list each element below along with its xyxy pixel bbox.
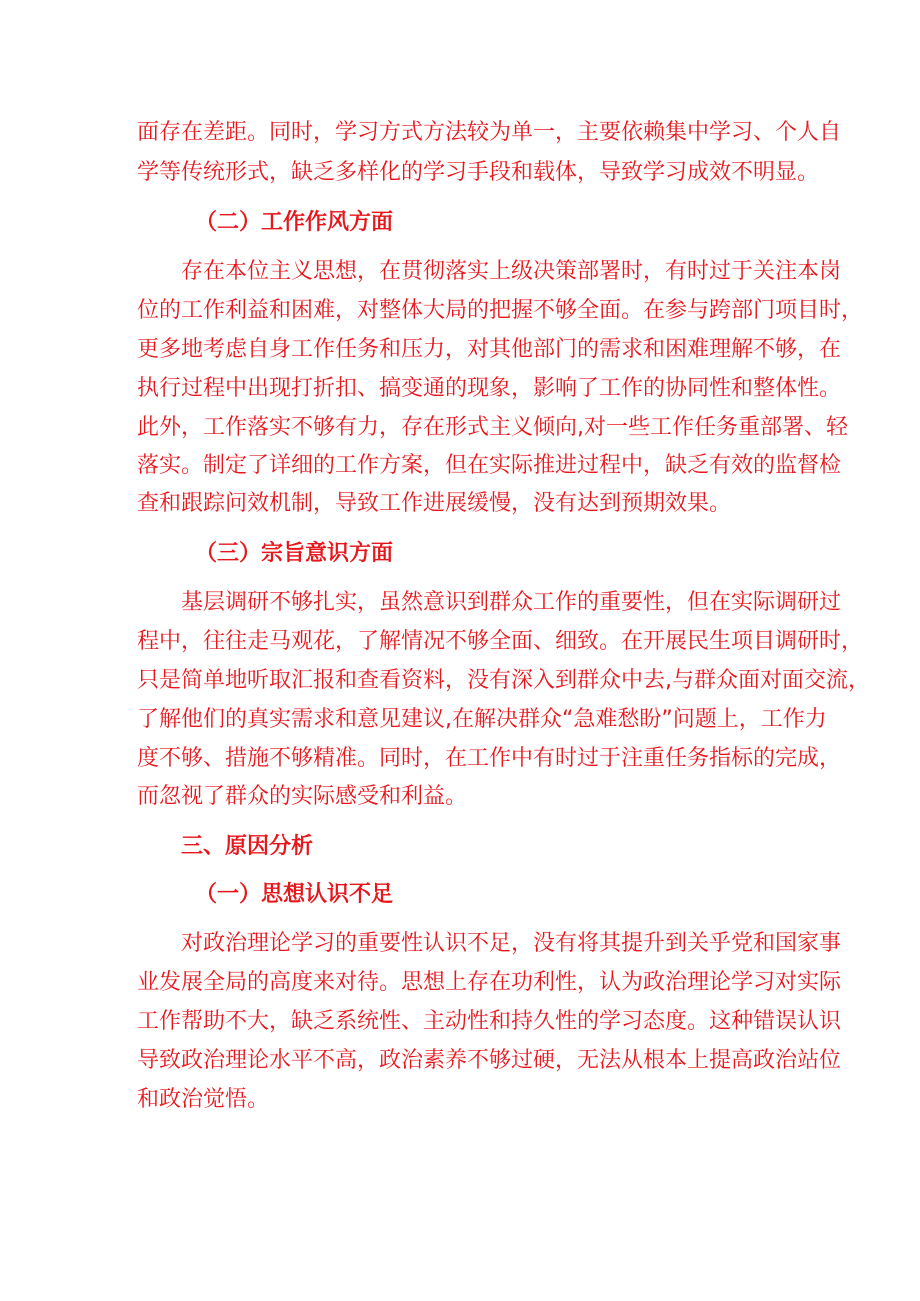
- paragraph-line: 只是简单地听取汇报和查看资料，没有深入到群众中去,与群众面对面交流，: [137, 668, 870, 693]
- paragraph-line: 落实。制定了详细的工作方案，但在实际推进过程中，缺乏有效的监督检: [137, 453, 842, 478]
- paragraph-line: 导致政治理论水平不高，政治素养不够过硬，无法从根本上提高政治站位: [137, 1048, 842, 1073]
- paragraph-line: 面存在差距。同时，学习方式方法较为单一，主要依赖集中学习、个人自: [137, 120, 842, 145]
- paragraph-line: 工作帮助不大，缺乏系统性、主动性和持久性的学习态度。这种错误认识: [137, 1009, 842, 1034]
- paragraph-line: 程中，往往走马观花，了解情况不够全面、细致。在开展民生项目调研时，: [137, 629, 864, 654]
- paragraph-line: 学等传统形式，缺乏多样化的学习手段和载体，导致学习成效不明显。: [137, 160, 820, 185]
- paragraph-line: 了解他们的真实需求和意见建议,在解决群众“急难愁盼”问题上，工作力: [137, 707, 827, 732]
- paragraph-line: 基层调研不够扎实，虽然意识到群众工作的重要性，但在实际调研过: [181, 590, 842, 615]
- paragraph-line: 对政治理论学习的重要性认识不足，没有将其提升到关乎党和国家事: [181, 931, 842, 956]
- paragraph-line: 和政治觉悟。: [137, 1087, 270, 1112]
- paragraph-line: 业发展全局的高度来对待。思想上存在功利性，认为政治理论学习对实际: [137, 970, 842, 995]
- section-heading: （三）宗旨意识方面: [195, 541, 394, 566]
- paragraph-line: 更多地考虑自身工作任务和压力，对其他部门的需求和困难理解不够，在: [137, 337, 842, 362]
- section-heading: （二）工作作风方面: [195, 210, 394, 235]
- paragraph-line: 度不够、措施不够精准。同时，在工作中有时过于注重任务指标的完成，: [137, 746, 842, 771]
- paragraph-line: 而忽视了群众的实际感受和利益。: [137, 784, 468, 809]
- section-heading: 三、原因分析: [181, 834, 314, 859]
- paragraph-line: 查和跟踪问效机制，导致工作进展缓慢，没有达到预期效果。: [137, 491, 732, 516]
- paragraph-line: 执行过程中出现打折扣、搞变通的现象，影响了工作的协同性和整体性。: [137, 376, 842, 401]
- paragraph-line: 存在本位主义思想，在贯彻落实上级决策部署时，有时过于关注本岗: [181, 259, 842, 284]
- section-heading: （一）思想认识不足: [195, 882, 394, 907]
- paragraph-line: 位的工作利益和困难，对整体大局的把握不够全面。在参与跨部门项目时，: [137, 298, 864, 323]
- paragraph-line: 此外，工作落实不够有力，存在形式主义倾向,对一些工作任务重部署、轻: [137, 415, 848, 440]
